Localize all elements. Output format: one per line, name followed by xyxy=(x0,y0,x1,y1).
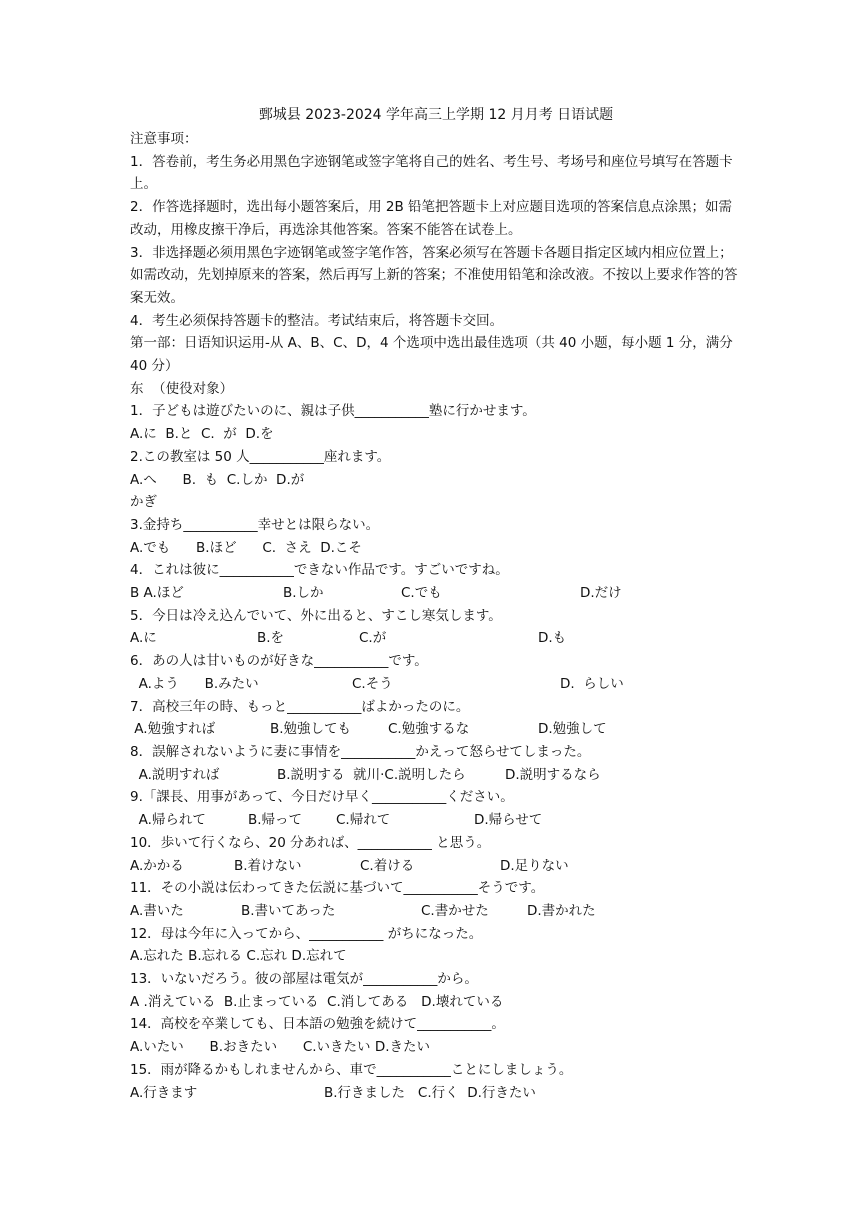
option-d: D.説明するなら xyxy=(505,766,601,783)
question-10-options xyxy=(130,855,742,878)
option-b: B.を xyxy=(257,630,285,647)
question-2: 2.この教室は 50 人___________座れます。 xyxy=(130,448,391,465)
question-5-options xyxy=(130,627,742,650)
option-a: A.説明すれば xyxy=(130,766,220,783)
option-d: D.帰らせて xyxy=(474,812,543,829)
question-11: 11．その小説は伝わってきた伝説に基づいて___________そうです。 xyxy=(130,880,545,897)
question-2-options xyxy=(130,469,742,492)
option-line: A .消えている B.止まっている C.消してある D.壊れている xyxy=(130,993,504,1010)
question-14-options xyxy=(130,1036,742,1059)
option-line: A.いたい B.おきたい C.いきたい D.きたい xyxy=(130,1039,431,1056)
question-9: 9.「課長、用事があって、今日だけ早く___________ください。 xyxy=(130,789,514,806)
option-a: A.行きます xyxy=(130,1084,198,1101)
note-2: 2．作答选择题时，选出每小题答案后，用 2B 铅笔把答题卡上对应题目选项的答案信息点涂黑；如需改动，用橡皮擦干净后，再选涂其他答案。答案不能答在试卷上。 xyxy=(130,199,733,238)
section-note: 东 （使役对象） xyxy=(130,380,234,397)
option-bcd: B.行きました C.行く D.行きたい xyxy=(324,1084,536,1101)
question-9-options xyxy=(130,809,742,832)
question-4-options xyxy=(130,582,742,605)
question-12: 12．母は今年に入ってから、___________ がちになった。 xyxy=(130,925,483,942)
option-a: B A.ほど xyxy=(130,585,184,602)
question-14: 14．高校を卒業しても、日本語の勉強を続けて___________。 xyxy=(130,1016,505,1033)
question-8: 8．誤解されないように妻に事情を___________かえって怒らせてしまった。 xyxy=(130,743,591,760)
question-12-options xyxy=(130,945,742,968)
option-c: C.が xyxy=(359,630,387,647)
note-3: 3．非选择题必须用黑色字迹钢笔或签字笔作答，答案必须写在答题卡各题目指定区域内相应位置上；如需改动，先划掉原来的答案，然后再写上新的答案；不准使用铅笔和涂改液。不按以上要求作答的答案无效。 xyxy=(130,244,738,306)
option-ab: A.よう B.みたい xyxy=(130,675,259,692)
option-c: C.でも xyxy=(401,585,442,602)
notes-heading: 注意事项： xyxy=(130,131,198,147)
question-5: 5．今日は冷え込んでいて、外に出ると、すこし寒気します。 xyxy=(130,607,502,624)
question-7-options xyxy=(130,718,742,741)
option-d: D. らしい xyxy=(560,675,624,692)
question-3: 3.金持ち___________幸せとは限らない。 xyxy=(130,516,380,533)
option-d: D.も xyxy=(538,630,567,647)
question-1-options xyxy=(130,423,742,446)
exam-page xyxy=(130,104,742,1104)
question-3-options xyxy=(130,537,742,560)
question-6-options xyxy=(130,673,742,696)
question-8-options xyxy=(130,764,742,787)
option-c: C.書かせた xyxy=(421,902,489,919)
option-d: D.勉強して xyxy=(538,721,607,738)
option-c: C.そう xyxy=(352,675,393,692)
option-d: D.足りない xyxy=(500,857,569,874)
option-line: A.に B.と C. が D.を xyxy=(130,426,274,443)
option-c: C.着ける xyxy=(360,857,415,874)
option-b: B.しか xyxy=(283,585,324,602)
note-1: 1．答卷前，考生务必用黑色字迹钢笔或签字笔将自己的姓名、考生号、考场号和座位号填写在答题卡上。 xyxy=(130,153,733,193)
option-d: D.だけ xyxy=(580,585,622,602)
option-b: B.帰って xyxy=(248,812,303,829)
question-7: 7．高校三年の時、もっと___________ばよかったのに。 xyxy=(130,698,470,715)
question-1: 1．子どもは遊びたいのに、親は子供___________塾に行かせます。 xyxy=(130,403,536,420)
note-4: 4．考生必须保持答题卡的整洁。考试结束后，将答题卡交回。 xyxy=(130,312,504,329)
question-13: 13．いないだろう。彼の部屋は電気が___________から。 xyxy=(130,971,478,988)
option-a: A.に xyxy=(130,630,157,647)
option-a: A.勉強すれば xyxy=(130,721,216,738)
option-line: A.忘れた B.忘れる C.忘れ D.忘れて xyxy=(130,948,347,965)
option-b: B.着けない xyxy=(234,857,302,874)
question-15: 15．雨が降るかもしれませんから、車で___________ことにしましょう。 xyxy=(130,1061,573,1078)
question-2-extra: かぎ xyxy=(130,494,157,511)
option-bc: B.説明する 就川·C.説明したら xyxy=(277,766,466,783)
option-line: A.でも B.ほど C. さえ D.こそ xyxy=(130,539,362,556)
question-6: 6．あの人は甘いものが好きな___________です。 xyxy=(130,653,428,670)
option-b: B.勉強しても xyxy=(270,721,352,738)
option-line: A.へ B. も C.しか D.が xyxy=(130,471,305,488)
option-d: D.書かれた xyxy=(527,902,596,919)
option-c: C.帰れて xyxy=(336,812,391,829)
exam-title: 鄄城县 2023-2024 学年高三上学期 12 月月考 日语试题 xyxy=(258,107,614,123)
option-b: B.書いてあった xyxy=(241,902,336,919)
option-a: A.かかる xyxy=(130,857,184,874)
part1-instructions: 第一部：日语知识运用-从 A、B、C、D，4 个选项中选出最佳选项（共 40 小题，每小题 1 分，满分 40 分） xyxy=(130,335,738,375)
option-c: C.勉強するな xyxy=(388,721,470,738)
question-13-options xyxy=(130,991,742,1014)
question-11-options xyxy=(130,900,742,923)
question-15-options xyxy=(130,1082,742,1105)
option-a: A.書いた xyxy=(130,902,184,919)
option-a: A.帰られて xyxy=(130,812,206,829)
question-4: 4．これは彼に___________できない作品です。すごいですね。 xyxy=(130,562,509,579)
question-10: 10．歩いて行くなら、20 分あれば、___________ と思う。 xyxy=(130,834,491,851)
